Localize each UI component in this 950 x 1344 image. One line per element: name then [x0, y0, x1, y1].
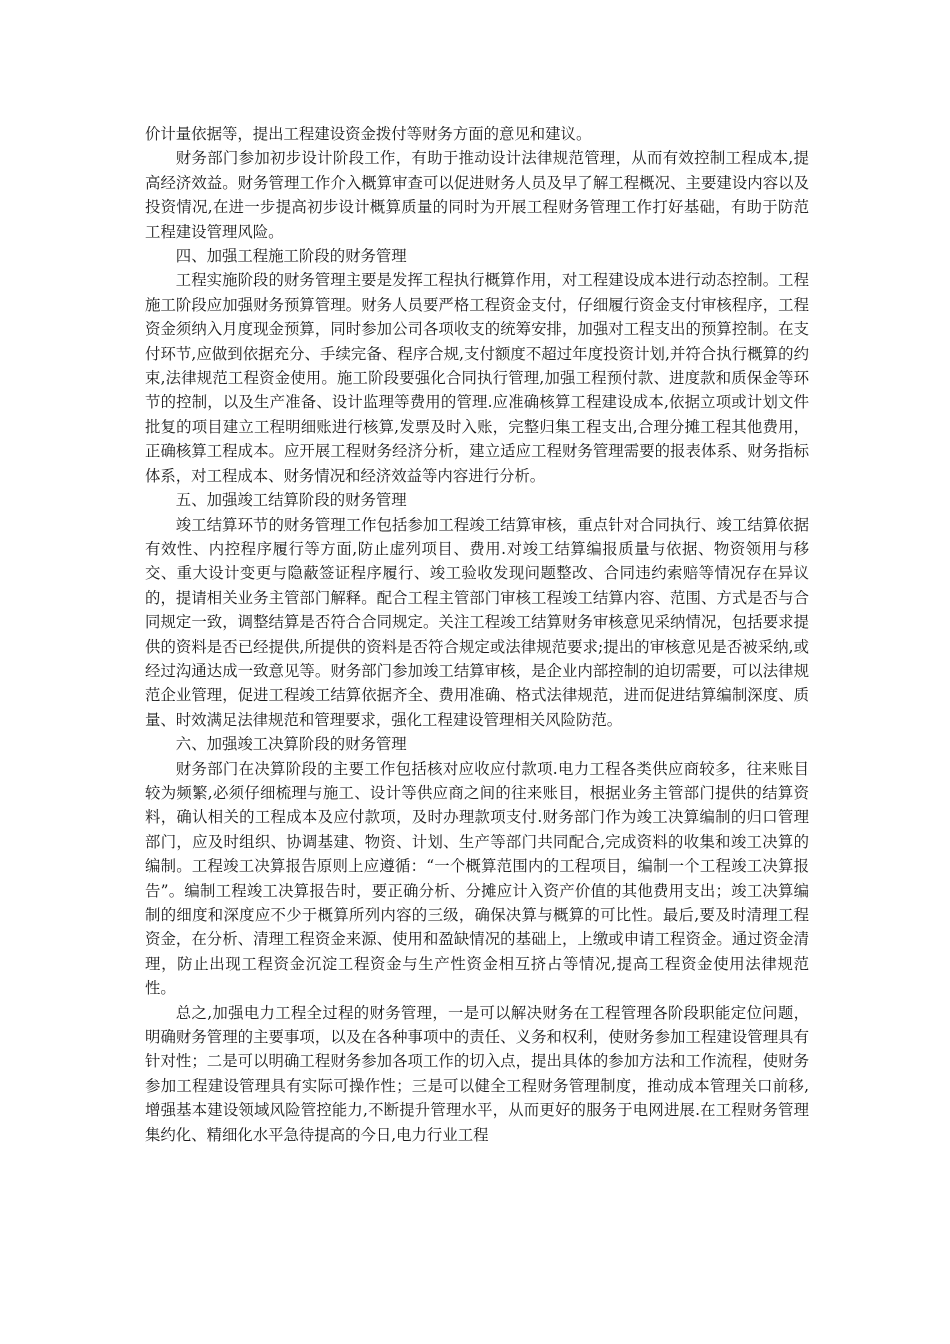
- paragraph-construction-phase: 工程实施阶段的财务管理主要是发挥工程执行概算作用，对工程建设成本进行动态控制。工程施工阶段应加强财务预算管理。财务人员要严格工程资金支付，仔细履行资金支付审核程序，工程资金须纳入月度现金预算，同时参加公司各项收支的统筹安排，加强对工程支出的预算控制。在支付环节,应做到依据充分、手续完备、程序合规,支付额度不超过年度投资计划,并符合执行概算的约束,法律规范工程资金使用。施工阶段要强化合同执行管理,加强工程预付款、进度款和质保金等环节的控制，以及生产准备、设计监理等费用的管理.应准确核算工程建设成本,依据立项或计划文件批复的项目建立工程明细账进行核算,发票及时入账，完整归集工程支出,合理分摊工程其他费用，正确核算工程成本。应开展工程财务经济分析，建立适应工程财务管理需要的报表体系、财务指标体系，对工程成本、财务情况和经济效益等内容进行分析。: [145, 271, 809, 485]
- paragraph-continued: 价计量依据等，提出工程建设资金拨付等财务方面的意见和建议。: [145, 125, 592, 143]
- paragraph-conclusion: 总之,加强电力工程全过程的财务管理，一是可以解决财务在工程管理各阶段职能定位问题，明确财务管理的主要事项，以及在各种事项中的责任、义务和权利，使财务参加工程建设管理具有针对性；二是可以明确工程财务参加各项工作的切入点，提出具体的参加方法和工作流程，使财务参加工程建设管理具有实际可操作性；三是可以健全工程财务管理制度，推动成本管理关口前移,增强基本建设领域风险管控能力,不断提升管理水平，从而更好的服务于电网进展.在工程财务管理集约化、精细化水平急待提高的今日,电力行业工程: [145, 1003, 809, 1144]
- section-heading-4: 四、加强工程施工阶段的财务管理: [175, 247, 407, 266]
- paragraph-completion-settlement: 竣工结算环节的财务管理工作包括参加工程竣工结算审核，重点针对合同执行、竣工结算依据有效性、内控程序履行等方面,防止虚列项目、费用.对竣工结算编报质量与依据、物资领用与移交、重大设计变更与隐蔽签证程序履行、竣工验收发现问题整改、合同违约索赔等情况存在异议的，提请相关业务主管部门解释。配合工程主管部门审核工程竣工结算内容、范围、方式是否与合同规定一致，调整结算是否符合合同规定。关注工程竣工结算财务审核意见采纳情况，包括要求提供的资料是否已经提供,所提供的资料是否符合规定或法律规范要求;提出的审核意见是否被采纳,或经过沟通达成一致意见等。财务部门参加竣工结算审核，是企业内部控制的迫切需要，可以法律规范企业管理，促进工程竣工结算依据齐全、费用准确、格式法律规范，进而促进结算编制深度、质量、时效满足法律规范和管理要求，强化工程建设管理相关风险防范。: [145, 515, 809, 729]
- paragraph-final-accounts: 财务部门在决算阶段的主要工作包括核对应收应付款项.电力工程各类供应商较多，往来账目较为频繁,必须仔细梳理与施工、设计等供应商之间的往来账目，根据业务主管部门提供的结算资料，确认相关的工程成本及应付款项，及时办理款项支付.财务部门作为竣工决算编制的归口管理部门，应及时组织、协调基建、物资、计划、生产等部门共同配合,完成资料的收集和竣工决算的编制。工程竣工决算报告原则上应遵循：“一个概算范围内的工程项目，编制一个工程竣工决算报告”。编制工程竣工决算报告时，要正确分析、分摊应计入资产价值的其他费用支出；竣工决算编制的细度和深度应不少于概算所列内容的三级，确保决算与概算的可比性。最后,要及时清理工程资金，在分析、清理工程资金来源、使用和盈缺情况的基础上，上缴或申请工程资金。通过资金清理，防止出现工程资金沉淀工程资金与生产性资金相互挤占等情况,提高工程资金使用法律规范性。: [145, 759, 809, 998]
- paragraph-preliminary-design: 财务部门参加初步设计阶段工作，有助于推动设计法律规范管理，从而有效控制工程成本,提高经济效益。财务管理工作介入概算审查可以促进财务人员及早了解工程概况、主要建设内容以及投资情况,在进一步提高初步设计概算质量的同时为开展工程财务管理工作打好基础，有助于防范工程建设管理风险。: [145, 149, 809, 241]
- section-heading-6: 六、加强竣工决算阶段的财务管理: [175, 735, 407, 754]
- document-page: [145, 122, 809, 1147]
- section-heading-5: 五、加强竣工结算阶段的财务管理: [175, 491, 407, 510]
